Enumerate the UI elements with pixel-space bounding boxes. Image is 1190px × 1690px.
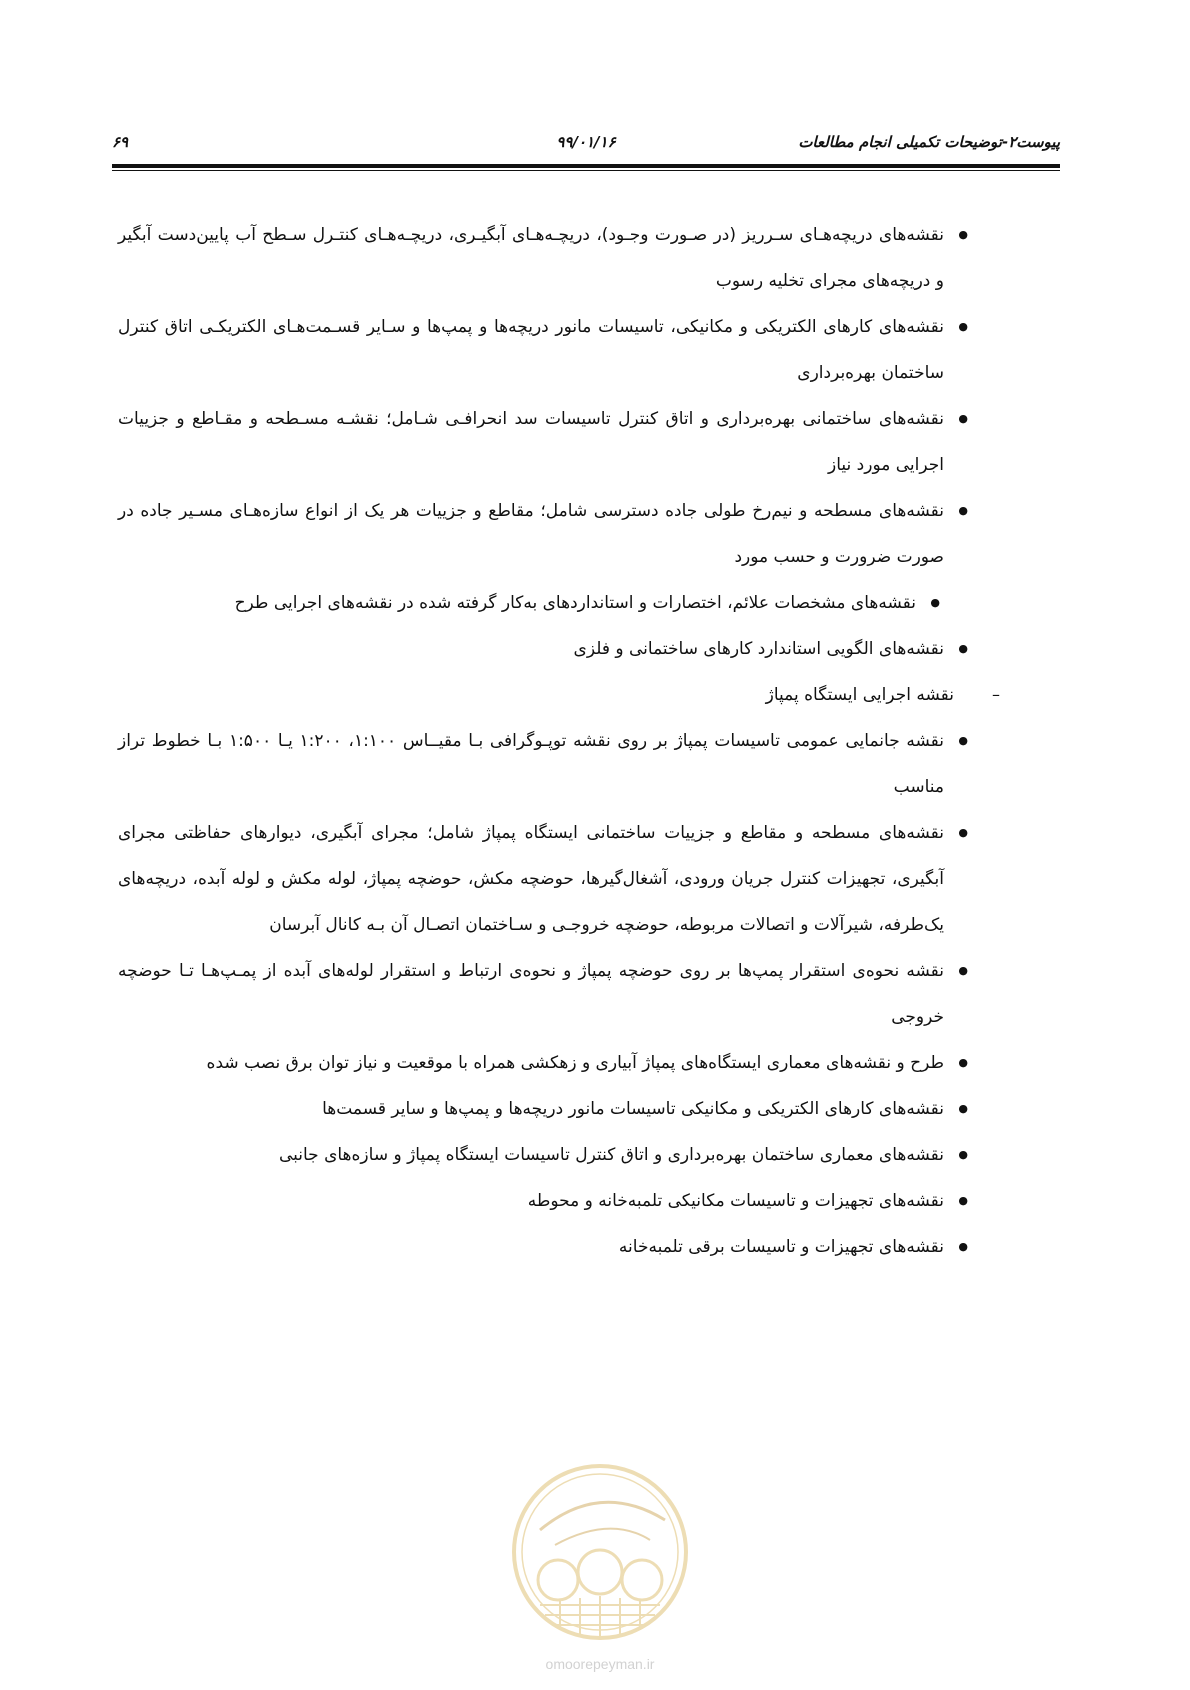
header-rule-thin (112, 170, 1060, 171)
list-item: ● طرح و نقشه‌های معماری ایستگاه‌های پمپاژ آبیاری و زهکشی همراه با موقعیت و نیاز توان برق نصب شده (118, 1040, 974, 1086)
list-item: ● نقشه‌های مسطحه و نیم‌رخ طولی جاده دسترسی شامل؛ مقاطع و جزییات هر یک از انواع سازه‌هـای مسـیر جاده در صورت ضرورت و حسب مورد (118, 488, 974, 580)
list-item: ● نقشه‌های کارهای الکتریکی و مکانیکی، تاسیسات مانور دریچه‌ها و پمپ‌ها و سـایر قسـمت‌هـای الکتریکـی اتاق کنترل ساختمان بهره‌برداری (118, 304, 974, 396)
dash-marker: – (992, 685, 1000, 704)
list-item: ● نقشه‌های ساختمانی بهره‌برداری و اتاق کنترل تاسیسات سد انحرافـی شـامل؛ نقشـه مسـطحه و مقـاطع و جزییات اجرایی مورد نیاز (118, 396, 974, 488)
section-heading (118, 672, 1000, 718)
list-item: ● نقشه‌های دریچه‌هـای سـرریز (در صـورت وجـود)، دریچـه‌هـای آبگیـری، دریچـه‌هـای کنتـرل سـطح آب پایین‌دست آبگیر و دریچه‌های مجرای تخلیه رسوب (118, 212, 974, 304)
list-item: ● نقشه نحوه‌ی استقرار پمپ‌ها بر روی حوضچه پمپاژ و نحوه‌ی ارتباط و استقرار لوله‌های آبده از پمـپ‌هـا تـا حوضچه خروجی (118, 948, 974, 1040)
watermark-url: omoorepeyman.ir (545, 1656, 655, 1672)
watermark-logo (500, 1460, 700, 1690)
list-item: ● نقشه‌های مشخصات علائم، اختصارات و استانداردهای به‌کار گرفته شده در نقشه‌های اجرایی طرح (118, 580, 974, 626)
header-title: پیوست۲-توضیحات تکمیلی انجام مطالعات (798, 133, 1060, 151)
seal-icon (500, 1460, 700, 1650)
header-rule-thick (112, 164, 1060, 168)
header-date: ۹۹/۰۱/۱۶ (556, 133, 616, 151)
list-item: ● نقشه‌های معماری ساختمان بهره‌برداری و اتاق کنترل تاسیسات ایستگاه پمپاژ و سازه‌های جانبی (118, 1132, 974, 1178)
list-item: ● نقشه جانمایی عمومی تاسیسات پمپاژ بر روی نقشه توپـوگرافی بـا مقیــاس ۱:۱۰۰، ۱:۲۰۰ یـا ۱:۵۰۰ بـا خطوط تراز مناسب (118, 718, 974, 810)
list-item: ● نقشه‌های الگویی استاندارد کارهای ساختمانی و فلزی (118, 626, 974, 672)
page-number: ۶۹ (112, 133, 129, 151)
document-body (118, 212, 1000, 1270)
section-heading-text: نقشه اجرایی ایستگاه پمپاژ (765, 685, 954, 705)
page-header (112, 128, 1060, 158)
list-item: ● نقشه‌های تجهیزات و تاسیسات برقی تلمبه‌خانه (118, 1224, 974, 1270)
list-item: ● نقشه‌های مسطحه و مقاطع و جزییات ساختمانی ایستگاه پمپاژ شامل؛ مجرای آبگیری، دیوارهای حفاظتی مجرای آبگیری، تجهیزات کنترل جریان ورودی، آشغال‌گیرها، حوضچه مکش، حوضچه پمپاژ، لوله مکش و لوله آبده، دریچه‌های یک‌طرفه، شیرآلات و اتصالات مربوطه، حوضچه خروجـی و سـاختمان اتصـال آن بـه کانال آبرسان (118, 810, 974, 948)
list-item: ● نقشه‌های تجهیزات و تاسیسات مکانیکی تلمبه‌خانه و محوطه (118, 1178, 974, 1224)
list-item: ● نقشه‌های کارهای الکتریکی و مکانیکی تاسیسات مانور دریچه‌ها و پمپ‌ها و سایر قسمت‌ها (118, 1086, 974, 1132)
